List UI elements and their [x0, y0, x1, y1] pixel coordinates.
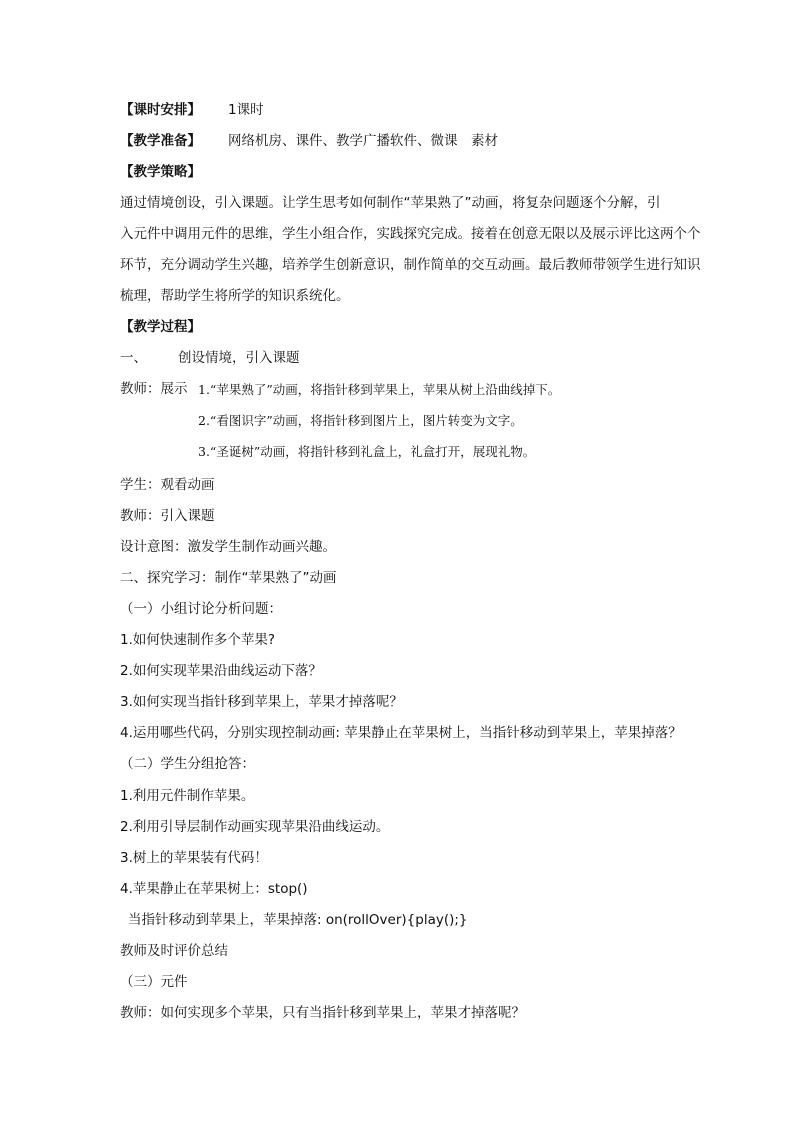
answer-3: 3.树上的苹果装有代码！	[120, 850, 268, 866]
section1-title: 创设情境，引入课题	[178, 350, 300, 366]
teacher-summary-line: 教师及时评价总结	[120, 943, 228, 959]
question-2: 2.如何实现苹果沿曲线运动下落？	[120, 663, 322, 679]
answer-1: 1.利用元件制作苹果。	[120, 788, 255, 804]
question-4: 4.运用哪些代码，分别实现控制动画: 苹果静止在苹果树上，当指针移动到苹果上，苹果掉落？	[120, 725, 682, 741]
schedule-value: 1课时	[228, 102, 264, 118]
sub1-heading: （一）小组讨论分析问题：	[120, 601, 282, 617]
process-label: 【教学过程】	[120, 319, 201, 335]
answer-5: 当指针移动到苹果上，苹果掉落: on(rollOver){play();}	[128, 912, 468, 928]
demo-item-3: 3.“圣诞树”动画，将指针移到礼盒上，礼盒打开，展现礼物。	[198, 444, 536, 459]
design-intent-line: 设计意图：激发学生制作动画兴趣。	[120, 539, 336, 555]
question-1: 1.如何快速制作多个苹果?	[120, 632, 276, 648]
question-3: 3.如何实现当指针移到苹果上，苹果才掉落呢？	[120, 694, 403, 710]
strategy-line-1: 通过情境创设，引入课题。让学生思考如何制作“苹果熟了”动画，将复杂问题逐个分解，引	[120, 195, 661, 211]
teacher-question-line: 教师：如何实现多个苹果，只有当指针移到苹果上，苹果才掉落呢？	[120, 1005, 525, 1021]
section2-title: 二、探究学习：制作“苹果熟了”动画	[120, 570, 337, 586]
teacher-prefix: 教师：展示	[120, 381, 188, 397]
strategy-line-3: 环节，充分调动学生兴趣，培养学生创新意识，制作简单的交互动画。最后教师带领学生进行知识	[120, 257, 701, 273]
strategy-label: 【教学策略】	[120, 164, 201, 180]
teacher-intro-line: 教师：引入课题	[120, 508, 215, 524]
schedule-label: 【课时安排】	[120, 102, 201, 118]
answer-4: 4.苹果静止在苹果树上：stop()	[120, 881, 308, 897]
prep-label: 【教学准备】	[120, 133, 201, 149]
demo-item-2: 2.“看图识字”动画，将指针移到图片上，图片转变为文字。	[198, 413, 523, 428]
strategy-line-4: 梳理，帮助学生将所学的知识系统化。	[120, 288, 350, 304]
student-line: 学生：观看动画	[120, 477, 215, 493]
prep-value: 网络机房、课件、教学广播软件、微课 素材	[228, 133, 498, 149]
demo-item-1: 1.“苹果熟了”动画，将指针移到苹果上，苹果从树上沿曲线掉下。	[198, 382, 561, 397]
sub3-heading: （三）元件	[120, 974, 188, 990]
strategy-line-2: 入元件中调用元件的思维，学生小组合作，实践探究完成。接着在创意无限以及展示评比这两个个	[120, 226, 701, 242]
answer-2: 2.利用引导层制作动画实现苹果沿曲线运动。	[120, 819, 390, 835]
section1-num: 一、	[120, 350, 147, 366]
sub2-heading: （二）学生分组抢答：	[120, 756, 255, 772]
